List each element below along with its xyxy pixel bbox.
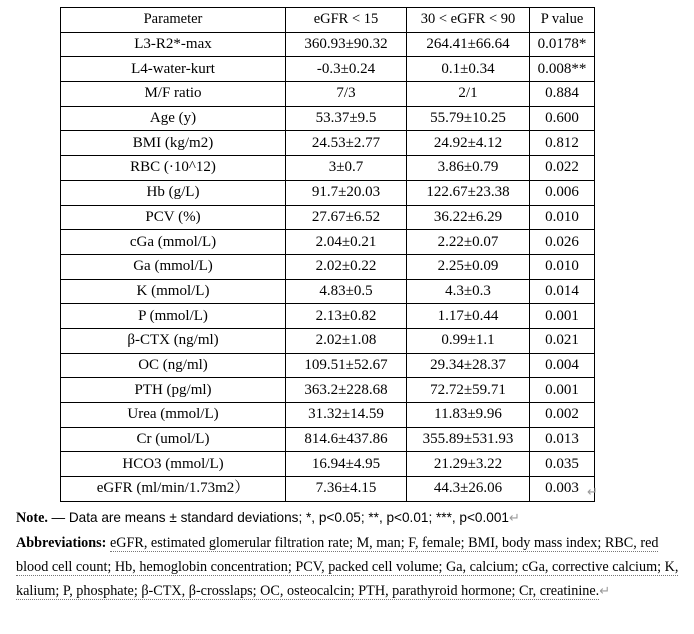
egfr-lt-15-cell: 24.53±2.77 [286, 131, 407, 156]
p-value-cell: 0.884 [530, 82, 595, 107]
egfr-lt-15-cell: 2.04±0.21 [286, 230, 407, 255]
egfr-30-90-cell: 4.3±0.3 [407, 279, 530, 304]
parameter-cell: K (mmol/L) [61, 279, 286, 304]
egfr-lt-15-cell: 27.67±6.52 [286, 205, 407, 230]
parameter-cell: Cr (umol/L) [61, 427, 286, 452]
p-value-cell: 0.600 [530, 106, 595, 131]
table-row [61, 304, 595, 329]
results-table [60, 7, 595, 502]
parameter-cell: P (mmol/L) [61, 304, 286, 329]
table-row [61, 205, 595, 230]
egfr-lt-15-cell: 363.2±228.68 [286, 378, 407, 403]
p-value-cell: 0.008** [530, 57, 595, 82]
p-value-cell: 0.021 [530, 328, 595, 353]
egfr-lt-15-cell: 7/3 [286, 82, 407, 107]
egfr-lt-15-cell: 4.83±0.5 [286, 279, 407, 304]
egfr-lt-15-cell: 2.02±1.08 [286, 328, 407, 353]
p-value-cell: 0.001 [530, 378, 595, 403]
p-value-cell: 0.035 [530, 452, 595, 477]
paragraph-mark-icon: ↵ [587, 485, 598, 500]
parameter-cell: Ga (mmol/L) [61, 254, 286, 279]
parameter-cell: L4-water-kurt [61, 57, 286, 82]
table-row [61, 156, 595, 181]
p-value-cell: 0.003 [530, 477, 595, 502]
parameter-cell: Hb (g/L) [61, 180, 286, 205]
egfr-30-90-cell: 29.34±28.37 [407, 353, 530, 378]
egfr-30-90-cell: 11.83±9.96 [407, 403, 530, 428]
egfr-lt-15-cell: 814.6±437.86 [286, 427, 407, 452]
note-label: Note. [16, 510, 48, 526]
table-notes [16, 506, 688, 604]
parameter-cell: M/F ratio [61, 82, 286, 107]
egfr-30-90-cell: 264.41±66.64 [407, 32, 530, 57]
table-row [61, 131, 595, 156]
column-header-egfr-lt-15: eGFR < 15 [286, 8, 407, 33]
table-row [61, 82, 595, 107]
parameter-cell: HCO3 (mmol/L) [61, 452, 286, 477]
p-value-cell: 0.010 [530, 254, 595, 279]
parameter-cell: eGFR (ml/min/1.73m2） [61, 477, 286, 502]
parameter-cell: L3-R2*-max [61, 32, 286, 57]
table-row [61, 230, 595, 255]
abbreviations-text: eGFR, estimated glomerular filtration rate; M, man; F, female; BMI, body mass index; RBC, red blood cell count; Hb, hemoglobin concentration; PCV, packed cell volume; Ga, calcium; cGa, corrective calcium; K, kalium; P, phosphate; β-CTX, β-crosslaps; OC, osteocalcin; PTH, parathyroid hormone; Cr, creatinine. [16, 535, 679, 599]
parameter-cell: PCV (%) [61, 205, 286, 230]
egfr-30-90-cell: 36.22±6.29 [407, 205, 530, 230]
table-header-row [61, 8, 595, 33]
parameter-cell: Urea (mmol/L) [61, 403, 286, 428]
table-row [61, 57, 595, 82]
egfr-30-90-cell: 2.22±0.07 [407, 230, 530, 255]
egfr-30-90-cell: 44.3±26.06 [407, 477, 530, 502]
egfr-lt-15-cell: 360.93±90.32 [286, 32, 407, 57]
parameter-cell: Age (y) [61, 106, 286, 131]
p-value-cell: 0.026 [530, 230, 595, 255]
table-row [61, 254, 595, 279]
egfr-lt-15-cell: 53.37±9.5 [286, 106, 407, 131]
parameter-cell: β-CTX (ng/ml) [61, 328, 286, 353]
egfr-lt-15-cell: 109.51±52.67 [286, 353, 407, 378]
egfr-lt-15-cell: 3±0.7 [286, 156, 407, 181]
p-value-cell: 0.0178* [530, 32, 595, 57]
note-line [16, 506, 688, 531]
table-row [61, 477, 595, 502]
p-value-cell: 0.812 [530, 131, 595, 156]
egfr-lt-15-cell: 7.36±4.15 [286, 477, 407, 502]
table-row [61, 106, 595, 131]
egfr-lt-15-cell: 91.7±20.03 [286, 180, 407, 205]
column-header-parameter: Parameter [61, 8, 286, 33]
egfr-30-90-cell: 1.17±0.44 [407, 304, 530, 329]
egfr-lt-15-cell: 31.32±14.59 [286, 403, 407, 428]
egfr-30-90-cell: 122.67±23.38 [407, 180, 530, 205]
egfr-30-90-cell: 0.1±0.34 [407, 57, 530, 82]
parameter-cell: BMI (kg/m2) [61, 131, 286, 156]
p-value-cell: 0.022 [530, 156, 595, 181]
paragraph-mark-icon: ↵ [599, 584, 611, 599]
egfr-lt-15-cell: 2.13±0.82 [286, 304, 407, 329]
egfr-30-90-cell: 2.25±0.09 [407, 254, 530, 279]
egfr-30-90-cell: 2/1 [407, 82, 530, 107]
p-value-cell: 0.010 [530, 205, 595, 230]
egfr-lt-15-cell: 2.02±0.22 [286, 254, 407, 279]
p-value-cell: 0.001 [530, 304, 595, 329]
paragraph-mark-icon: ↵ [508, 511, 520, 526]
p-value-cell: 0.014 [530, 279, 595, 304]
parameter-cell: OC (ng/ml) [61, 353, 286, 378]
abbreviations-label: Abbreviations: [16, 535, 107, 551]
table-row [61, 427, 595, 452]
table-row [61, 378, 595, 403]
p-value-cell: 0.013 [530, 427, 595, 452]
egfr-30-90-cell: 3.86±0.79 [407, 156, 530, 181]
egfr-30-90-cell: 24.92±4.12 [407, 131, 530, 156]
egfr-30-90-cell: 72.72±59.71 [407, 378, 530, 403]
parameter-cell: cGa (mmol/L) [61, 230, 286, 255]
p-value-cell: 0.006 [530, 180, 595, 205]
abbreviations-paragraph [16, 531, 688, 604]
egfr-30-90-cell: 55.79±10.25 [407, 106, 530, 131]
table-row [61, 353, 595, 378]
table-row [61, 452, 595, 477]
egfr-30-90-cell: 355.89±531.93 [407, 427, 530, 452]
table-row [61, 180, 595, 205]
table-row [61, 403, 595, 428]
table-row [61, 32, 595, 57]
egfr-lt-15-cell: -0.3±0.24 [286, 57, 407, 82]
note-text: — Data are means ± standard deviations; *, p<0.05; **, p<0.01; ***, p<0.001 [51, 510, 509, 525]
p-value-cell: 0.002 [530, 403, 595, 428]
table-row [61, 279, 595, 304]
results-table-body [61, 8, 595, 502]
egfr-30-90-cell: 0.99±1.1 [407, 328, 530, 353]
egfr-lt-15-cell: 16.94±4.95 [286, 452, 407, 477]
parameter-cell: RBC (·10^12) [61, 156, 286, 181]
parameter-cell: PTH (pg/ml) [61, 378, 286, 403]
table-row [61, 328, 595, 353]
column-header-p-value: P value [530, 8, 595, 33]
p-value-cell: 0.004 [530, 353, 595, 378]
column-header-egfr-30-90: 30 < eGFR < 90 [407, 8, 530, 33]
egfr-30-90-cell: 21.29±3.22 [407, 452, 530, 477]
